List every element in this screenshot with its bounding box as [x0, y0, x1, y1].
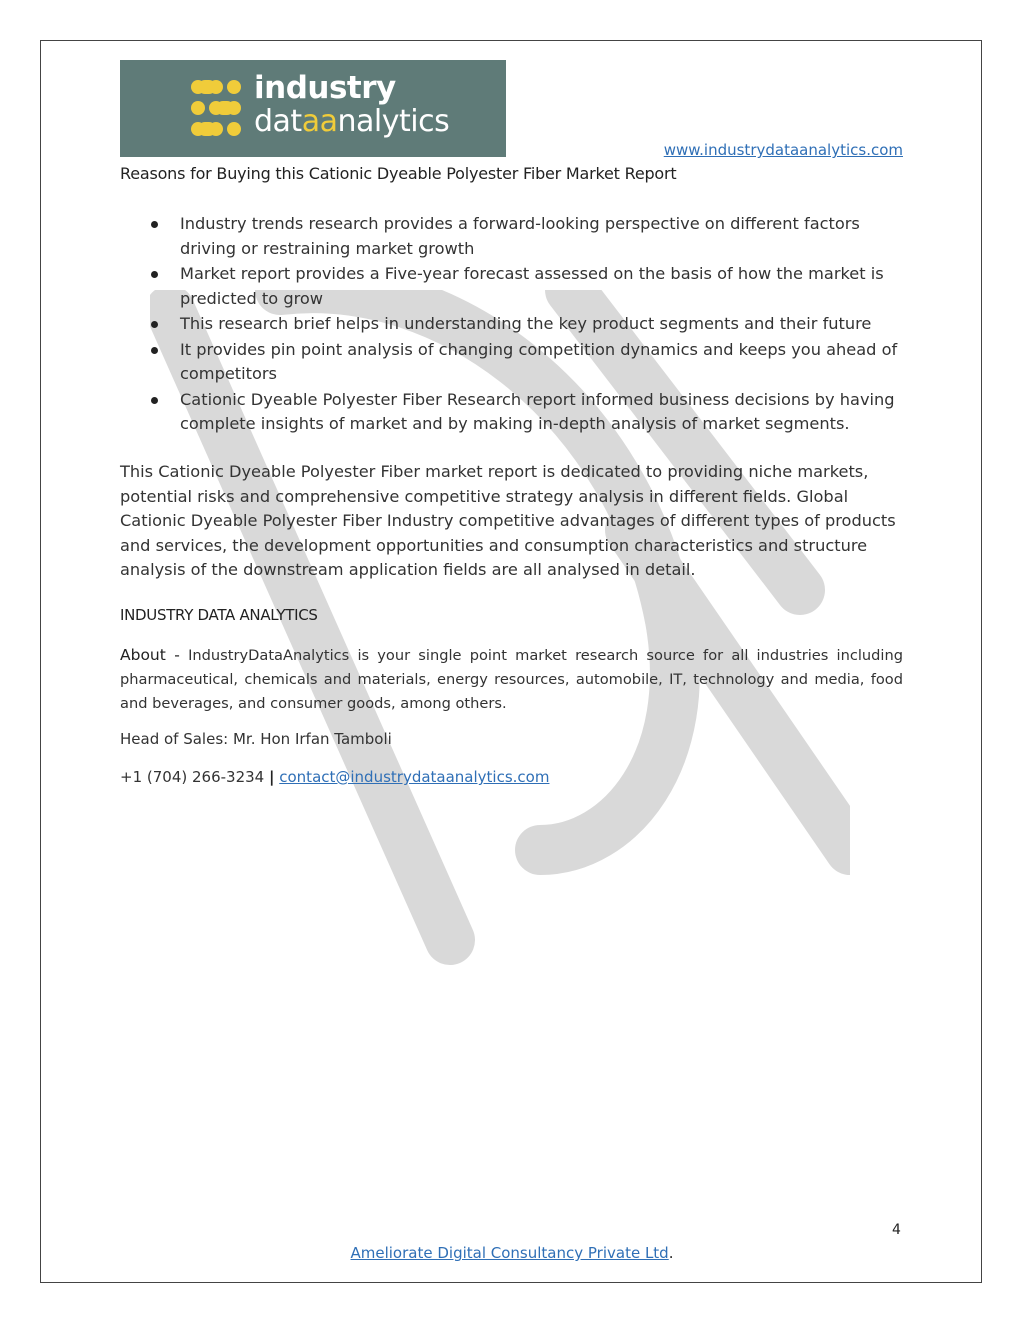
bullet-icon — [151, 321, 158, 328]
page-number: 4 — [892, 1222, 901, 1238]
footer-trailing: . — [668, 1244, 674, 1262]
bullet-icon — [151, 271, 158, 278]
logo-wordmark-top: industry — [254, 70, 396, 106]
logo-wordmark-bottom: dataanalytics — [254, 104, 450, 139]
logo-dots-icon — [120, 60, 250, 157]
list-item: This research brief helps in understanding the key product segments and their future — [120, 312, 900, 337]
bullet-icon — [151, 221, 158, 228]
footer-company-link[interactable]: Ameliorate Digital Consultancy Private Ltd — [350, 1244, 669, 1262]
head-of-sales: Head of Sales: Mr. Hon Irfan Tamboli — [120, 730, 392, 748]
about-text: IndustryDataAnalytics is your single point market research source for all industries including pharmaceutical, chemicals and materials, energy resources, automobile, IT, technology and media, food and beverages, and consumer goods, among others. — [120, 647, 903, 713]
phone-number: +1 (704) 266-3234 — [120, 768, 265, 786]
section-heading: Reasons for Buying this Cationic Dyeable Polyester Fiber Market Report — [120, 164, 677, 183]
bullet-icon — [151, 347, 158, 354]
list-item: Industry trends research provides a forward-looking perspective on different factors driving or restraining market growth — [120, 212, 900, 261]
footer — [0, 1244, 1024, 1262]
contact-separator: | — [268, 768, 275, 786]
bullet-icon — [151, 397, 158, 404]
company-logo — [120, 60, 506, 157]
company-section-title: INDUSTRY DATA ANALYTICS — [120, 606, 318, 624]
email-link[interactable]: contact@industrydataanalytics.com — [279, 768, 550, 786]
website-link[interactable]: www.industrydataanalytics.com — [663, 141, 903, 159]
report-description: This Cationic Dyeable Polyester Fiber market report is dedicated to providing niche markets, potential risks and comprehensive competitive strategy analysis in different fields. Global Cationic Dyeable Polyester Fiber Industry competitive advantages of different types of products and services, the development opportunities and consumption characteristics and structure analysis of the downstream application fields are all analysed in detail. — [120, 462, 896, 580]
about-label: About - — [120, 646, 180, 664]
reasons-list — [120, 212, 900, 438]
list-item: Market report provides a Five-year forecast assessed on the basis of how the market is predicted to grow — [120, 262, 900, 311]
list-item: Cationic Dyeable Polyester Fiber Research report informed business decisions by having complete insights of market and by making in-depth analysis of market segments. — [120, 388, 900, 437]
about-paragraph — [120, 643, 903, 717]
list-item: It provides pin point analysis of changing competition dynamics and keeps you ahead of competitors — [120, 338, 900, 387]
contact-line — [120, 768, 549, 786]
